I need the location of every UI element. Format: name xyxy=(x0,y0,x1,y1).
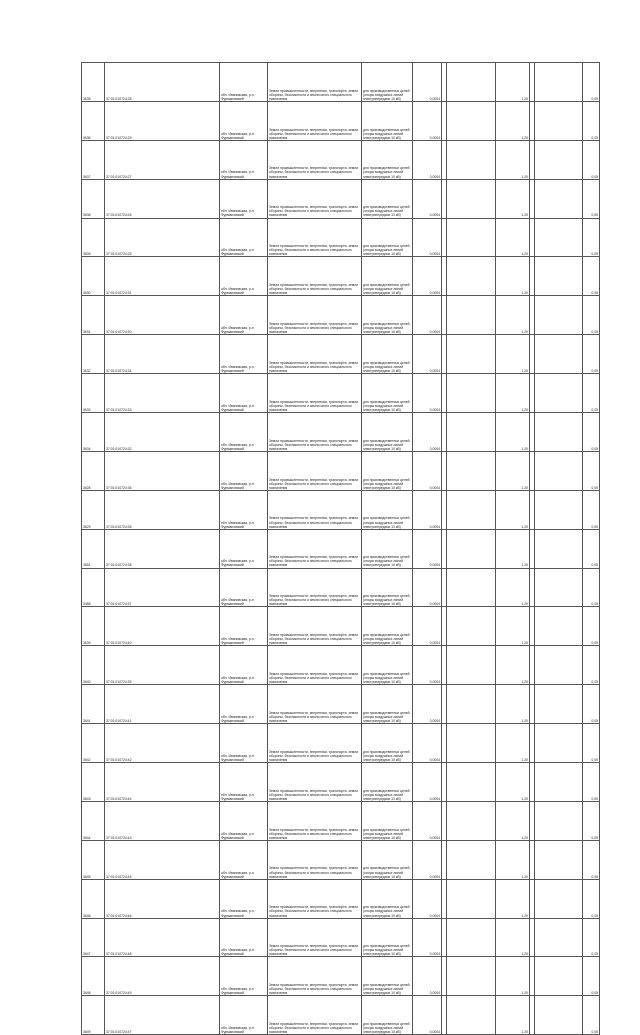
empty-cell xyxy=(535,451,583,490)
row-number: 3651 xyxy=(82,529,105,568)
area-value: 0,0004 xyxy=(413,296,442,335)
table-row xyxy=(82,840,600,879)
permitted-use: для производственных целей (опоры воздушных линий электропередачи 10 кВ) xyxy=(362,879,413,918)
tax-amount: 0,05 xyxy=(583,957,600,996)
cadastral-number: 37:01:010724:32 xyxy=(105,413,220,452)
location: обл. Ивановская, р-н Фурмановский xyxy=(220,801,268,840)
location: обл. Ивановская, р-н Фурмановский xyxy=(220,218,268,257)
permitted-use: для производственных целей (опоры воздушных линий электропередачи 10 кВ) xyxy=(362,63,413,102)
table-row xyxy=(82,801,600,840)
area-value: 0,0004 xyxy=(413,568,442,607)
empty-cell xyxy=(535,840,583,879)
row-number: 3633 xyxy=(82,374,105,413)
permitted-use: для производственных целей (опоры воздушных линий электропередачи 10 кВ) xyxy=(362,179,413,218)
area-value: 0,0004 xyxy=(413,257,442,296)
location: обл. Ивановская, р-н Фурмановский xyxy=(220,879,268,918)
land-category: Земли промышленности, энергетики, транспорта, земли обороны, безопасности и земли иного специального назначения xyxy=(268,140,362,179)
cadastral-number: 37:01:010724:43 xyxy=(105,801,220,840)
tax-rate: 1,20 xyxy=(496,490,530,529)
table-row xyxy=(82,568,600,607)
location: обл. Ивановская, р-н Фурмановский xyxy=(220,63,268,102)
row-number: 3628 xyxy=(82,451,105,490)
tax-amount: 0,05 xyxy=(583,996,600,1035)
tax-rate: 1,20 xyxy=(496,218,530,257)
cadastral-number: 37:01:010724:45 xyxy=(105,840,220,879)
table-row xyxy=(82,63,600,102)
area-value: 0,0004 xyxy=(413,335,442,374)
area-value: 0,0004 xyxy=(413,218,442,257)
tax-rate: 1,20 xyxy=(496,763,530,802)
empty-cell xyxy=(535,257,583,296)
empty-cell xyxy=(447,451,496,490)
cadastral-number: 37:01:010724:36 xyxy=(105,451,220,490)
empty-cell xyxy=(447,801,496,840)
area-value: 0,0004 xyxy=(413,879,442,918)
tax-amount: 0,05 xyxy=(583,335,600,374)
table-row xyxy=(82,529,600,568)
cadastral-number: 37:01:010724:25 xyxy=(105,218,220,257)
row-number: 3632 xyxy=(82,335,105,374)
permitted-use: для производственных целей (опоры воздушных линий электропередачи 10 кВ) xyxy=(362,568,413,607)
permitted-use: для производственных целей (опоры воздушных линий электропередачи 10 кВ) xyxy=(362,646,413,685)
empty-cell xyxy=(535,568,583,607)
land-category: Земли промышленности, энергетики, транспорта, земли обороны, безопасности и земли иного специального назначения xyxy=(268,685,362,724)
empty-cell xyxy=(447,140,496,179)
empty-cell xyxy=(447,646,496,685)
row-number: 3643 xyxy=(82,763,105,802)
location: обл. Ивановская, р-н Фурмановский xyxy=(220,996,268,1035)
row-number: 3631 xyxy=(82,296,105,335)
tax-rate: 1,20 xyxy=(496,374,530,413)
land-category: Земли промышленности, энергетики, транспорта, земли обороны, безопасности и земли иного специального назначения xyxy=(268,996,362,1035)
location: обл. Ивановская, р-н Фурмановский xyxy=(220,257,268,296)
cadastral-number: 37:01:010724:39 xyxy=(105,646,220,685)
tax-rate: 1,20 xyxy=(496,840,530,879)
table-row xyxy=(82,879,600,918)
table-row xyxy=(82,724,600,763)
tax-amount: 0,05 xyxy=(583,646,600,685)
cadastral-number: 37:01:010724:42 xyxy=(105,724,220,763)
permitted-use: для производственных целей (опоры воздушных линий электропередачи 10 кВ) xyxy=(362,685,413,724)
tax-amount: 0,05 xyxy=(583,801,600,840)
land-category: Земли промышленности, энергетики, транспорта, земли обороны, безопасности и земли иного специального назначения xyxy=(268,413,362,452)
permitted-use: для производственных целей (опоры воздушных линий электропередачи 10 кВ) xyxy=(362,996,413,1035)
empty-cell xyxy=(535,996,583,1035)
empty-cell xyxy=(447,724,496,763)
land-category: Земли промышленности, энергетики, транспорта, земли обороны, безопасности и земли иного специального назначения xyxy=(268,374,362,413)
empty-cell xyxy=(447,257,496,296)
cadastral-number: 37:01:010724:33 xyxy=(105,374,220,413)
row-number: 3639 xyxy=(82,218,105,257)
cadastral-number: 37:01:010724:49 xyxy=(105,957,220,996)
empty-cell xyxy=(535,374,583,413)
area-value: 0,0004 xyxy=(413,918,442,957)
area-value: 0,0004 xyxy=(413,451,442,490)
tax-rate: 1,20 xyxy=(496,918,530,957)
empty-cell xyxy=(535,607,583,646)
land-category: Земли промышленности, энергетики, транспорта, земли обороны, безопасности и земли иного специального назначения xyxy=(268,879,362,918)
table-row xyxy=(82,763,600,802)
empty-cell xyxy=(535,801,583,840)
permitted-use: для производственных целей (опоры воздушных линий электропередачи 10 кВ) xyxy=(362,957,413,996)
empty-cell xyxy=(535,763,583,802)
tax-rate: 1,20 xyxy=(496,801,530,840)
tax-rate: 1,20 xyxy=(496,996,530,1035)
cadastral-number: 37:01:010724:37 xyxy=(105,568,220,607)
tax-amount: 0,05 xyxy=(583,63,600,102)
tax-rate: 1,20 xyxy=(496,63,530,102)
location: обл. Ивановская, р-н Фурмановский xyxy=(220,413,268,452)
tax-amount: 0,05 xyxy=(583,296,600,335)
location: обл. Ивановская, р-н Фурмановский xyxy=(220,451,268,490)
location: обл. Ивановская, р-н Фурмановский xyxy=(220,296,268,335)
table-row xyxy=(82,140,600,179)
tax-amount: 0,05 xyxy=(583,413,600,452)
area-value: 0,0004 xyxy=(413,140,442,179)
tax-amount: 0,05 xyxy=(583,101,600,140)
area-value: 0,0004 xyxy=(413,374,442,413)
row-number: 3648 xyxy=(82,957,105,996)
area-value: 0,0004 xyxy=(413,685,442,724)
table-row xyxy=(82,296,600,335)
cadastral-number: 37:01:010724:35 xyxy=(105,490,220,529)
tax-rate: 1,20 xyxy=(496,529,530,568)
empty-cell xyxy=(535,918,583,957)
area-value: 0,0004 xyxy=(413,179,442,218)
cadastral-number: 37:01:010724:31 xyxy=(105,257,220,296)
location: обл. Ивановская, р-н Фурмановский xyxy=(220,374,268,413)
permitted-use: для производственных целей (опоры воздушных линий электропередачи 10 кВ) xyxy=(362,413,413,452)
empty-cell xyxy=(447,490,496,529)
row-number: 3642 xyxy=(82,724,105,763)
table-row xyxy=(82,101,600,140)
empty-cell xyxy=(535,63,583,102)
permitted-use: для производственных целей (опоры воздушных линий электропередачи 10 кВ) xyxy=(362,101,413,140)
empty-cell xyxy=(535,685,583,724)
location: обл. Ивановская, р-н Фурмановский xyxy=(220,607,268,646)
table-row xyxy=(82,957,600,996)
row-number: 3641 xyxy=(82,685,105,724)
location: обл. Ивановская, р-н Фурмановский xyxy=(220,529,268,568)
tax-rate: 1,20 xyxy=(496,646,530,685)
area-value: 0,0004 xyxy=(413,101,442,140)
land-category: Земли промышленности, энергетики, транспорта, земли обороны, безопасности и земли иного специального назначения xyxy=(268,801,362,840)
tax-rate: 1,20 xyxy=(496,724,530,763)
tax-amount: 0,05 xyxy=(583,879,600,918)
location: обл. Ивановская, р-н Фурмановский xyxy=(220,957,268,996)
land-category: Земли промышленности, энергетики, транспорта, земли обороны, безопасности и земли иного специального назначения xyxy=(268,335,362,374)
tax-amount: 0,05 xyxy=(583,607,600,646)
row-number: 3646 xyxy=(82,879,105,918)
empty-cell xyxy=(535,140,583,179)
tax-rate: 1,20 xyxy=(496,413,530,452)
cadastral-number: 37:01:010724:29 xyxy=(105,101,220,140)
location: обл. Ивановская, р-н Фурмановский xyxy=(220,335,268,374)
row-number: 3647 xyxy=(82,918,105,957)
empty-cell xyxy=(447,374,496,413)
cadastral-number: 37:01:010724:30 xyxy=(105,296,220,335)
empty-cell xyxy=(447,918,496,957)
area-value: 0,0004 xyxy=(413,724,442,763)
row-number: 3645 xyxy=(82,840,105,879)
empty-cell xyxy=(447,763,496,802)
location: обл. Ивановская, р-н Фурмановский xyxy=(220,840,268,879)
permitted-use: для производственных целей (опоры воздушных линий электропередачи 10 кВ) xyxy=(362,763,413,802)
permitted-use: для производственных целей (опоры воздушных линий электропередачи 10 кВ) xyxy=(362,374,413,413)
permitted-use: для производственных целей (опоры воздушных линий электропередачи 10 кВ) xyxy=(362,296,413,335)
land-category: Земли промышленности, энергетики, транспорта, земли обороны, безопасности и земли иного специального назначения xyxy=(268,568,362,607)
land-category: Земли промышленности, энергетики, транспорта, земли обороны, безопасности и земли иного специального назначения xyxy=(268,179,362,218)
land-category: Земли промышленности, энергетики, транспорта, земли обороны, безопасности и земли иного специального назначения xyxy=(268,490,362,529)
tax-rate: 1,20 xyxy=(496,179,530,218)
tax-amount: 0,05 xyxy=(583,529,600,568)
tax-rate: 1,20 xyxy=(496,685,530,724)
cadastral-number: 37:01:010724:46 xyxy=(105,879,220,918)
empty-cell xyxy=(447,840,496,879)
land-category: Земли промышленности, энергетики, транспорта, земли обороны, безопасности и земли иного специального назначения xyxy=(268,63,362,102)
land-category: Земли промышленности, энергетики, транспорта, земли обороны, безопасности и земли иного специального назначения xyxy=(268,218,362,257)
location: обл. Ивановская, р-н Фурмановский xyxy=(220,568,268,607)
permitted-use: для производственных целей (опоры воздушных линий электропередачи 10 кВ) xyxy=(362,840,413,879)
empty-cell xyxy=(535,335,583,374)
land-category: Земли промышленности, энергетики, транспорта, земли обороны, безопасности и земли иного специального назначения xyxy=(268,451,362,490)
tax-rate: 1,20 xyxy=(496,101,530,140)
land-category: Земли промышленности, энергетики, транспорта, земли обороны, безопасности и земли иного специального назначения xyxy=(268,257,362,296)
table-row xyxy=(82,374,600,413)
cadastral-number: 37:01:010724:47 xyxy=(105,996,220,1035)
table-row xyxy=(82,257,600,296)
land-category: Земли промышленности, энергетики, транспорта, земли обороны, безопасности и земли иного специального назначения xyxy=(268,840,362,879)
area-value: 0,0004 xyxy=(413,646,442,685)
table-row xyxy=(82,413,600,452)
row-number: 3636 xyxy=(82,101,105,140)
tax-rate: 1,20 xyxy=(496,568,530,607)
tax-amount: 0,05 xyxy=(583,763,600,802)
row-number: 3637 xyxy=(82,140,105,179)
tax-rate: 1,20 xyxy=(496,140,530,179)
cadastral-number: 37:01:010724:27 xyxy=(105,140,220,179)
empty-cell xyxy=(447,879,496,918)
permitted-use: для производственных целей (опоры воздушных линий электропередачи 10 кВ) xyxy=(362,918,413,957)
permitted-use: для производственных целей (опоры воздушных линий электропередачи 10 кВ) xyxy=(362,140,413,179)
location: обл. Ивановская, р-н Фурмановский xyxy=(220,490,268,529)
area-value: 0,0004 xyxy=(413,63,442,102)
permitted-use: для производственных целей (опоры воздушных линий электропередачи 10 кВ) xyxy=(362,451,413,490)
area-value: 0,0004 xyxy=(413,996,442,1035)
tax-rate: 1,20 xyxy=(496,257,530,296)
empty-cell xyxy=(447,607,496,646)
empty-cell xyxy=(447,218,496,257)
row-number: 3630 xyxy=(82,257,105,296)
tax-amount: 0,05 xyxy=(583,257,600,296)
row-number: 3634 xyxy=(82,413,105,452)
land-category: Земли промышленности, энергетики, транспорта, земли обороны, безопасности и земли иного специального назначения xyxy=(268,296,362,335)
table-row xyxy=(82,451,600,490)
empty-cell xyxy=(535,646,583,685)
location: обл. Ивановская, р-н Фурмановский xyxy=(220,179,268,218)
tax-rate: 1,20 xyxy=(496,296,530,335)
empty-cell xyxy=(535,529,583,568)
cadastral-number: 37:01:010724:38 xyxy=(105,529,220,568)
area-value: 0,0004 xyxy=(413,607,442,646)
tax-amount: 0,05 xyxy=(583,685,600,724)
land-category: Земли промышленности, энергетики, транспорта, земли обороны, безопасности и земли иного специального назначения xyxy=(268,646,362,685)
table-row xyxy=(82,685,600,724)
cadastral-number: 37:01:010724:44 xyxy=(105,763,220,802)
row-number: 3638 xyxy=(82,179,105,218)
table-body xyxy=(82,63,600,1035)
empty-cell xyxy=(447,296,496,335)
table-row xyxy=(82,490,600,529)
tax-amount: 0,05 xyxy=(583,490,600,529)
tax-amount: 0,05 xyxy=(583,374,600,413)
area-value: 0,0004 xyxy=(413,840,442,879)
empty-cell xyxy=(535,179,583,218)
area-value: 0,0004 xyxy=(413,413,442,452)
empty-cell xyxy=(535,724,583,763)
empty-cell xyxy=(447,413,496,452)
table-row xyxy=(82,179,600,218)
permitted-use: для производственных целей (опоры воздушных линий электропередачи 10 кВ) xyxy=(362,257,413,296)
empty-cell xyxy=(447,101,496,140)
area-value: 0,0004 xyxy=(413,957,442,996)
location: обл. Ивановская, р-н Фурмановский xyxy=(220,685,268,724)
row-number: 3649 xyxy=(82,996,105,1035)
tax-amount: 0,05 xyxy=(583,840,600,879)
permitted-use: для производственных целей (опоры воздушных линий электропередачи 10 кВ) xyxy=(362,724,413,763)
cadastral-number: 37:01:010724:26 xyxy=(105,179,220,218)
row-number: 3635 xyxy=(82,63,105,102)
cadastral-number: 37:01:010724:28 xyxy=(105,63,220,102)
empty-cell xyxy=(447,179,496,218)
location: обл. Ивановская, р-н Фурмановский xyxy=(220,140,268,179)
row-number: 3458 xyxy=(82,568,105,607)
cadastral-number: 37:01:010724:48 xyxy=(105,918,220,957)
empty-cell xyxy=(447,529,496,568)
table-row xyxy=(82,607,600,646)
tax-amount: 0,05 xyxy=(583,140,600,179)
tax-amount: 0,05 xyxy=(583,218,600,257)
tax-rate: 1,20 xyxy=(496,607,530,646)
tax-amount: 0,05 xyxy=(583,179,600,218)
empty-cell xyxy=(535,101,583,140)
empty-cell xyxy=(535,490,583,529)
tax-amount: 0,05 xyxy=(583,568,600,607)
land-category: Земли промышленности, энергетики, транспорта, земли обороны, безопасности и земли иного специального назначения xyxy=(268,763,362,802)
empty-cell xyxy=(447,957,496,996)
permitted-use: для производственных целей (опоры воздушных линий электропередачи 10 кВ) xyxy=(362,529,413,568)
table-row xyxy=(82,996,600,1035)
empty-cell xyxy=(447,335,496,374)
location: обл. Ивановская, р-н Фурмановский xyxy=(220,646,268,685)
tax-rate: 1,20 xyxy=(496,879,530,918)
location: обл. Ивановская, р-н Фурмановский xyxy=(220,724,268,763)
empty-cell xyxy=(535,296,583,335)
empty-cell xyxy=(535,957,583,996)
permitted-use: для производственных целей (опоры воздушных линий электропередачи 10 кВ) xyxy=(362,335,413,374)
tax-amount: 0,05 xyxy=(583,918,600,957)
land-category: Земли промышленности, энергетики, транспорта, земли обороны, безопасности и земли иного специального назначения xyxy=(268,918,362,957)
table-row xyxy=(82,646,600,685)
location: обл. Ивановская, р-н Фурмановский xyxy=(220,763,268,802)
table-row xyxy=(82,335,600,374)
permitted-use: для производственных целей (опоры воздушных линий электропередачи 10 кВ) xyxy=(362,218,413,257)
tax-amount: 0,05 xyxy=(583,451,600,490)
cadastral-number: 37:01:010724:34 xyxy=(105,335,220,374)
location: обл. Ивановская, р-н Фурмановский xyxy=(220,101,268,140)
row-number: 3639 xyxy=(82,607,105,646)
row-number: 3644 xyxy=(82,801,105,840)
empty-cell xyxy=(535,218,583,257)
table-row xyxy=(82,218,600,257)
empty-cell xyxy=(447,685,496,724)
area-value: 0,0004 xyxy=(413,763,442,802)
area-value: 0,0004 xyxy=(413,490,442,529)
land-category: Земли промышленности, энергетики, транспорта, земли обороны, безопасности и земли иного специального назначения xyxy=(268,529,362,568)
tax-rate: 1,20 xyxy=(496,451,530,490)
permitted-use: для производственных целей (опоры воздушных линий электропередачи 10 кВ) xyxy=(362,801,413,840)
cadastral-number: 37:01:010724:40 xyxy=(105,607,220,646)
permitted-use: для производственных целей (опоры воздушных линий электропередачи 10 кВ) xyxy=(362,490,413,529)
row-number: 3640 xyxy=(82,646,105,685)
land-category: Земли промышленности, энергетики, транспорта, земли обороны, безопасности и земли иного специального назначения xyxy=(268,724,362,763)
area-value: 0,0004 xyxy=(413,801,442,840)
empty-cell xyxy=(447,568,496,607)
land-category: Земли промышленности, энергетики, транспорта, земли обороны, безопасности и земли иного специального назначения xyxy=(268,957,362,996)
empty-cell xyxy=(535,879,583,918)
row-number: 3629 xyxy=(82,490,105,529)
land-category: Земли промышленности, энергетики, транспорта, земли обороны, безопасности и земли иного специального назначения xyxy=(268,607,362,646)
table-row xyxy=(82,918,600,957)
tax-rate: 1,20 xyxy=(496,335,530,374)
tax-amount: 0,05 xyxy=(583,724,600,763)
tax-rate: 1,20 xyxy=(496,957,530,996)
empty-cell xyxy=(447,996,496,1035)
permitted-use: для производственных целей (опоры воздушных линий электропередачи 10 кВ) xyxy=(362,607,413,646)
area-value: 0,0004 xyxy=(413,529,442,568)
land-register-table xyxy=(81,62,600,1035)
land-category: Земли промышленности, энергетики, транспорта, земли обороны, безопасности и земли иного специального назначения xyxy=(268,101,362,140)
empty-cell xyxy=(447,63,496,102)
cadastral-number: 37:01:010724:41 xyxy=(105,685,220,724)
empty-cell xyxy=(535,413,583,452)
location: обл. Ивановская, р-н Фурмановский xyxy=(220,918,268,957)
